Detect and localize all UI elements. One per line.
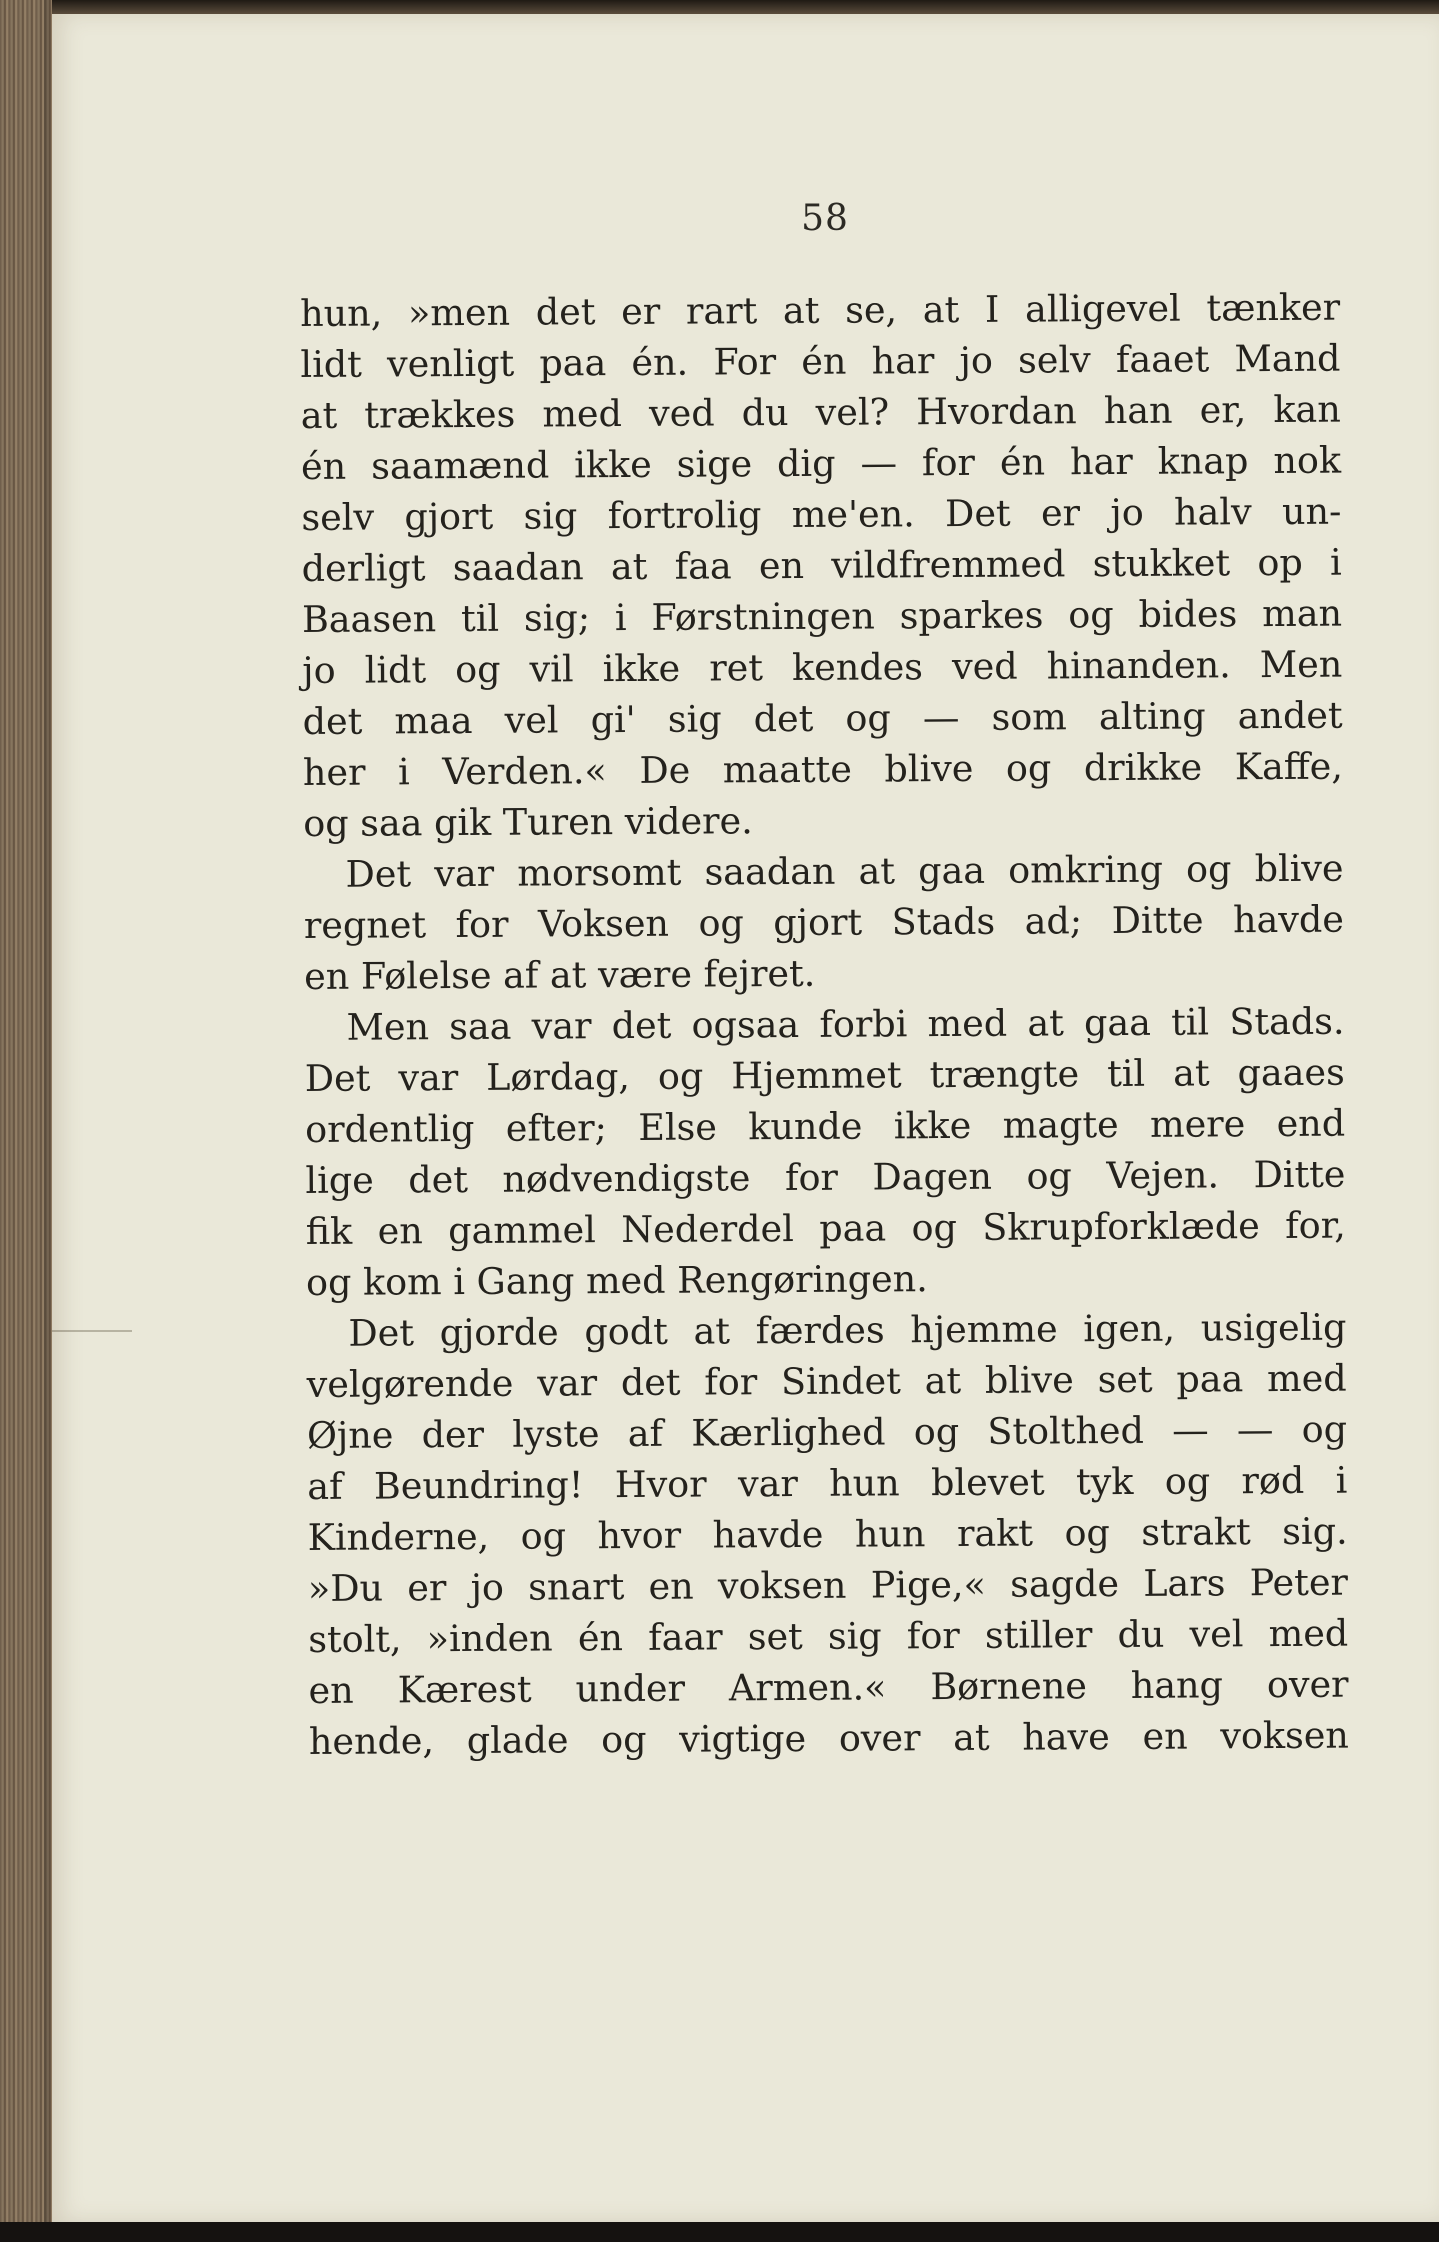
text-line: af Beundring! Hvor var hun blevet tyk og rød i <box>307 1458 1348 1508</box>
text-line: fik en gammel Nederdel paa og Skrupforklæde for, <box>305 1203 1346 1253</box>
text-line: hende, glade og vigtige over at have en voksen <box>308 1713 1349 1763</box>
text-line: én saamænd ikke sige dig — for én har knap nok <box>300 438 1342 488</box>
text-line: ordentlig efter; Else kunde ikke magte mere end <box>305 1101 1346 1151</box>
page-top-edge <box>0 0 1439 14</box>
text-line: derligt saadan at faa en vildfremmed stukket op i <box>301 540 1342 590</box>
text-line: her i Verden.« De maatte blive og drikke Kaffe, <box>302 744 1344 794</box>
gutter-mark <box>52 1330 132 1332</box>
text-line: stolt, »inden én faar set sig for stiller du vel med <box>308 1611 1349 1661</box>
book-binding-edge <box>0 0 52 2242</box>
text-line: selv gjort sig fortrolig me'en. Det er jo halv un- <box>301 489 1342 539</box>
text-line: regnet for Voksen og gjort Stads ad; Ditte havde <box>303 897 1345 947</box>
text-line: en Følelse af at være fejret. <box>304 951 816 998</box>
text-line: og saa gik Turen videre. <box>303 799 753 845</box>
text-line: Det var morsomt saadan at gaa omkring og blive <box>345 846 1344 896</box>
text-line: Baasen til sig; i Førstningen sparkes og bides man <box>301 591 1343 641</box>
text-line: »Du er jo snart en voksen Pige,« sagde Lars Peter <box>307 1560 1349 1610</box>
page-number: 58 <box>801 198 849 239</box>
text-line: lidt venligt paa én. For én har jo selv faaet Mand <box>300 336 1341 386</box>
text-line: jo lidt og vil ikke ret kendes ved hinanden. Men <box>302 642 1343 692</box>
text-line: og kom i Gang med Rengøringen. <box>305 1257 928 1304</box>
page-bottom-edge <box>0 2222 1439 2242</box>
text-line: lige det nødvendigste for Dagen og Vejen. Ditte <box>305 1152 1346 1202</box>
text-line: en Kærest under Armen.« Børnene hang over <box>308 1662 1349 1712</box>
text-line: Kinderne, og hvor havde hun rakt og strakt sig. <box>307 1509 1348 1559</box>
text-line: Det var Lørdag, og Hjemmet trængte til at gaaes <box>304 1050 1345 1100</box>
text-line: Men saa var det ogsaa forbi med at gaa til Stads. <box>346 999 1345 1049</box>
text-line: velgørende var det for Sindet at blive set paa med <box>306 1356 1347 1406</box>
text-line: hun, »men det er rart at se, at I alligevel tænker <box>300 285 1341 335</box>
body-text <box>300 282 1349 1767</box>
text-line: at trækkes med ved du vel? Hvordan han er, kan <box>300 387 1341 437</box>
text-line: Øjne der lyste af Kærlighed og Stolthed — — og <box>306 1407 1348 1457</box>
text-line: det maa vel gi' sig det og — som alting andet <box>302 693 1343 743</box>
text-line: Det gjorde godt at færdes hjemme igen, usigelig <box>348 1305 1347 1355</box>
